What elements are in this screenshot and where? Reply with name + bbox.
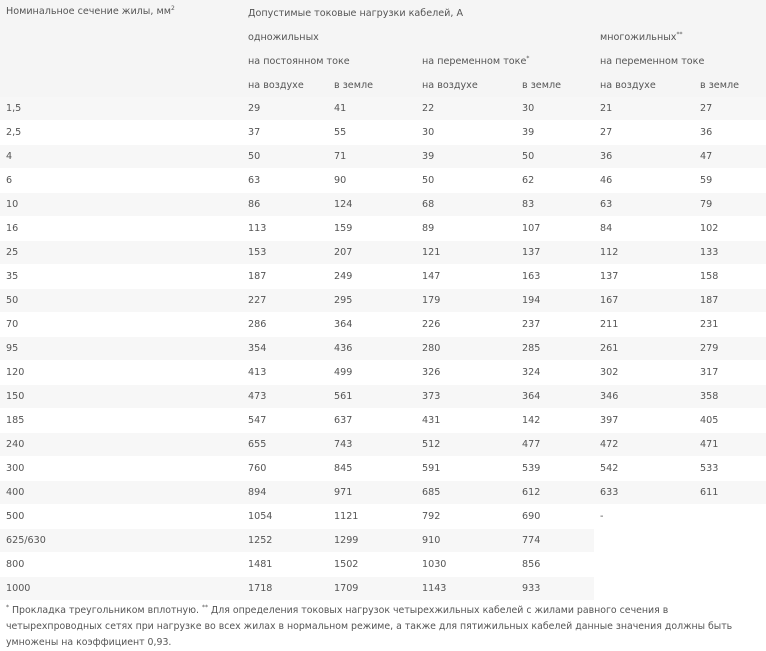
row-value-cell: 1502 [328, 553, 416, 577]
table-row [0, 121, 766, 145]
table-row [0, 289, 766, 313]
row-value-cell: 286 [242, 313, 328, 337]
row-value-cell: 102 [694, 217, 766, 241]
row-value-cell: 137 [594, 265, 694, 289]
air-header: на воздухе [594, 73, 694, 97]
row-section-cell: 50 [0, 289, 242, 313]
row-value-cell: 477 [516, 433, 594, 457]
loads-header: Допустимые токовые нагрузки кабелей, А [242, 0, 766, 26]
table-row [0, 337, 766, 361]
table-body [0, 97, 766, 601]
row-value-cell: 237 [516, 313, 594, 337]
row-value-cell: 147 [416, 265, 516, 289]
air-header: на воздухе [416, 73, 516, 97]
row-value-cell: 37 [242, 121, 328, 145]
row-value-cell: 910 [416, 529, 516, 553]
table-row [0, 457, 766, 481]
row-value-cell: 158 [694, 265, 766, 289]
table-row [0, 505, 766, 529]
row-section-cell: 240 [0, 433, 242, 457]
single-core-header: одножильных [242, 26, 594, 49]
row-section-cell: 1000 [0, 577, 242, 601]
row-value-cell: 1481 [242, 553, 328, 577]
row-value-cell [694, 553, 766, 577]
table-row [0, 313, 766, 337]
row-value-cell: 29 [242, 97, 328, 121]
row-section-cell: 150 [0, 385, 242, 409]
row-value-cell: 792 [416, 505, 516, 529]
row-value-cell: 249 [328, 265, 416, 289]
footnote-text-1: Прокладка треугольником вплотную. [9, 605, 202, 616]
footnote-mark-1: * [6, 603, 9, 611]
row-value-cell: 373 [416, 385, 516, 409]
ground-header: в земле [694, 73, 766, 97]
row-value-cell: 1030 [416, 553, 516, 577]
row-value-cell: 436 [328, 337, 416, 361]
row-value-cell: 79 [694, 193, 766, 217]
table-row [0, 145, 766, 169]
row-value-cell: - [594, 505, 694, 529]
row-value-cell: 27 [594, 121, 694, 145]
row-value-cell: 39 [416, 145, 516, 169]
section-unit-sup: 2 [170, 4, 175, 12]
row-section-cell: 2,5 [0, 121, 242, 145]
row-value-cell: 499 [328, 361, 416, 385]
row-value-cell [594, 529, 694, 553]
row-value-cell: 364 [328, 313, 416, 337]
row-value-cell: 655 [242, 433, 328, 457]
row-value-cell: 279 [694, 337, 766, 361]
row-value-cell: 471 [694, 433, 766, 457]
row-value-cell: 211 [594, 313, 694, 337]
row-value-cell: 41 [328, 97, 416, 121]
row-value-cell: 845 [328, 457, 416, 481]
row-value-cell: 326 [416, 361, 516, 385]
row-value-cell: 159 [328, 217, 416, 241]
row-value-cell: 690 [516, 505, 594, 529]
multi-core-header [594, 26, 766, 49]
table-row [0, 169, 766, 193]
row-value-cell: 39 [516, 121, 594, 145]
section-header [0, 0, 242, 97]
row-section-cell: 800 [0, 553, 242, 577]
row-value-cell: 36 [694, 121, 766, 145]
row-value-cell: 30 [416, 121, 516, 145]
row-value-cell: 547 [242, 409, 328, 433]
row-value-cell: 302 [594, 361, 694, 385]
row-value-cell: 354 [242, 337, 328, 361]
row-section-cell: 16 [0, 217, 242, 241]
row-value-cell: 163 [516, 265, 594, 289]
table-row [0, 409, 766, 433]
footnote-text-2: Для определения токовых нагрузок четырехжильных кабелей с жилами равного сечения в четырехпроводных сетях при нагрузке во всех жилах в нормальном режиме, а также для пятижильных кабелей данные значения должны быть умножены на коэффициент 0,93. [6, 605, 733, 648]
row-value-cell: 285 [516, 337, 594, 361]
row-value-cell: 637 [328, 409, 416, 433]
row-value-cell: 1121 [328, 505, 416, 529]
ac-header [416, 49, 594, 73]
table-row [0, 97, 766, 121]
row-value-cell: 207 [328, 241, 416, 265]
row-value-cell: 59 [694, 169, 766, 193]
row-value-cell: 397 [594, 409, 694, 433]
row-value-cell: 89 [416, 217, 516, 241]
row-value-cell: 22 [416, 97, 516, 121]
row-value-cell: 324 [516, 361, 594, 385]
row-value-cell [694, 505, 766, 529]
row-value-cell: 774 [516, 529, 594, 553]
row-value-cell [694, 577, 766, 601]
row-value-cell: 633 [594, 481, 694, 505]
row-value-cell: 472 [594, 433, 694, 457]
row-value-cell: 1054 [242, 505, 328, 529]
row-value-cell: 933 [516, 577, 594, 601]
footnote [6, 603, 762, 651]
row-value-cell: 133 [694, 241, 766, 265]
table-row [0, 193, 766, 217]
row-value-cell: 1143 [416, 577, 516, 601]
row-section-cell: 625/630 [0, 529, 242, 553]
row-value-cell: 760 [242, 457, 328, 481]
row-value-cell: 84 [594, 217, 694, 241]
row-value-cell: 27 [694, 97, 766, 121]
row-value-cell: 539 [516, 457, 594, 481]
row-value-cell: 63 [242, 169, 328, 193]
table-row [0, 433, 766, 457]
row-section-cell: 300 [0, 457, 242, 481]
row-value-cell: 231 [694, 313, 766, 337]
ac-label: на переменном токе [422, 55, 527, 67]
table-row [0, 241, 766, 265]
row-value-cell: 685 [416, 481, 516, 505]
table-row [0, 553, 766, 577]
row-value-cell: 295 [328, 289, 416, 313]
row-section-cell: 25 [0, 241, 242, 265]
row-value-cell: 1252 [242, 529, 328, 553]
row-value-cell: 50 [516, 145, 594, 169]
row-value-cell: 107 [516, 217, 594, 241]
row-value-cell: 533 [694, 457, 766, 481]
row-value-cell: 1718 [242, 577, 328, 601]
row-section-cell: 1,5 [0, 97, 242, 121]
section-header-label: Номинальное сечение жилы, мм [6, 6, 171, 17]
ac-sup: * [526, 54, 530, 62]
row-value-cell: 86 [242, 193, 328, 217]
multi-core-label: многожильных [600, 32, 677, 43]
row-value-cell: 142 [516, 409, 594, 433]
row-value-cell: 50 [242, 145, 328, 169]
row-value-cell: 187 [242, 265, 328, 289]
row-value-cell [594, 553, 694, 577]
row-value-cell: 561 [328, 385, 416, 409]
table-row [0, 217, 766, 241]
row-section-cell: 500 [0, 505, 242, 529]
row-section-cell: 4 [0, 145, 242, 169]
ground-header: в земле [328, 73, 416, 97]
row-value-cell: 346 [594, 385, 694, 409]
row-value-cell [594, 577, 694, 601]
air-header: на воздухе [242, 73, 328, 97]
row-section-cell: 400 [0, 481, 242, 505]
row-value-cell: 611 [694, 481, 766, 505]
row-value-cell: 364 [516, 385, 594, 409]
row-value-cell: 971 [328, 481, 416, 505]
row-value-cell: 124 [328, 193, 416, 217]
row-value-cell: 46 [594, 169, 694, 193]
ground-header: в земле [516, 73, 594, 97]
row-value-cell: 137 [516, 241, 594, 265]
table-row [0, 577, 766, 601]
row-value-cell [694, 529, 766, 553]
row-value-cell: 280 [416, 337, 516, 361]
table-row [0, 481, 766, 505]
row-value-cell: 856 [516, 553, 594, 577]
row-value-cell: 187 [694, 289, 766, 313]
row-section-cell: 70 [0, 313, 242, 337]
footnote-mark-2: ** [201, 603, 208, 611]
row-value-cell: 1709 [328, 577, 416, 601]
row-value-cell: 542 [594, 457, 694, 481]
row-value-cell: 62 [516, 169, 594, 193]
row-section-cell: 10 [0, 193, 242, 217]
table-row [0, 385, 766, 409]
row-value-cell: 743 [328, 433, 416, 457]
row-value-cell: 591 [416, 457, 516, 481]
row-section-cell: 185 [0, 409, 242, 433]
row-value-cell: 317 [694, 361, 766, 385]
row-value-cell: 113 [242, 217, 328, 241]
row-value-cell: 227 [242, 289, 328, 313]
row-section-cell: 6 [0, 169, 242, 193]
row-value-cell: 153 [242, 241, 328, 265]
table-row [0, 265, 766, 289]
row-value-cell: 167 [594, 289, 694, 313]
row-value-cell: 261 [594, 337, 694, 361]
row-value-cell: 431 [416, 409, 516, 433]
row-value-cell: 612 [516, 481, 594, 505]
row-section-cell: 35 [0, 265, 242, 289]
row-value-cell: 47 [694, 145, 766, 169]
row-value-cell: 512 [416, 433, 516, 457]
row-section-cell: 95 [0, 337, 242, 361]
header-row-1 [0, 0, 766, 26]
row-value-cell: 413 [242, 361, 328, 385]
dc-header: на постоянном токе [242, 49, 416, 73]
row-value-cell: 1299 [328, 529, 416, 553]
ac-multi-header: на переменном токе [594, 49, 766, 73]
row-value-cell: 36 [594, 145, 694, 169]
multi-core-sup: ** [676, 30, 683, 38]
row-value-cell: 50 [416, 169, 516, 193]
row-value-cell: 71 [328, 145, 416, 169]
row-value-cell: 894 [242, 481, 328, 505]
table-row [0, 529, 766, 553]
row-value-cell: 83 [516, 193, 594, 217]
row-value-cell: 55 [328, 121, 416, 145]
row-value-cell: 473 [242, 385, 328, 409]
row-value-cell: 358 [694, 385, 766, 409]
row-value-cell: 179 [416, 289, 516, 313]
row-value-cell: 30 [516, 97, 594, 121]
row-value-cell: 63 [594, 193, 694, 217]
row-value-cell: 226 [416, 313, 516, 337]
row-value-cell: 121 [416, 241, 516, 265]
row-value-cell: 21 [594, 97, 694, 121]
row-value-cell: 68 [416, 193, 516, 217]
row-value-cell: 405 [694, 409, 766, 433]
table-row [0, 361, 766, 385]
row-section-cell: 120 [0, 361, 242, 385]
row-value-cell: 112 [594, 241, 694, 265]
row-value-cell: 194 [516, 289, 594, 313]
row-value-cell: 90 [328, 169, 416, 193]
